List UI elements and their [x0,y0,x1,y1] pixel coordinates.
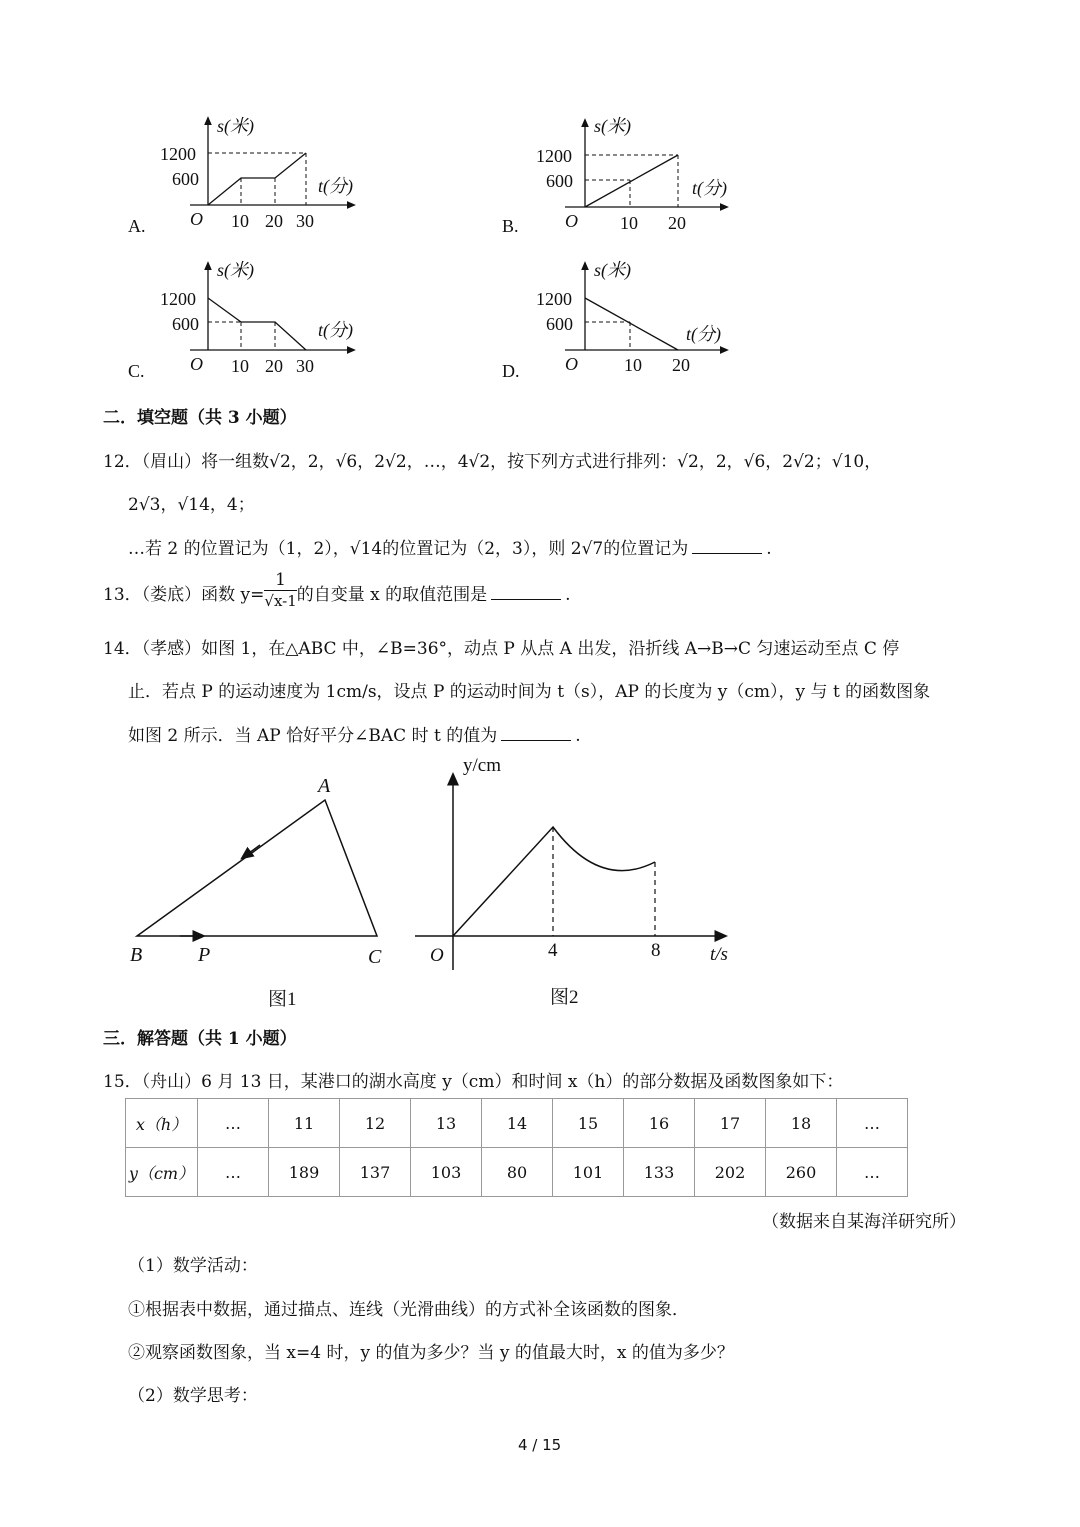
xtick: 4 [548,940,558,961]
xtick: 8 [651,940,661,961]
option-b-label[interactable]: B. [502,216,519,236]
table-row [126,1148,908,1197]
ytick: 1200 [536,289,572,309]
table-cell: 133 [624,1148,695,1197]
ytick: 1200 [160,289,196,309]
origin: O [190,354,203,374]
x-axis-label: t/s [710,944,728,965]
q14-text: 如图 2 所示．当 AP 恰好平分∠BAC 时 t 的值为 [128,726,498,746]
option-d-label[interactable]: D. [502,361,520,381]
xlabel: t(分) [318,320,353,340]
xtick: 20 [265,211,283,231]
xtick: 10 [231,211,249,231]
point-p: P [198,944,211,966]
table-cell: 13 [411,1099,482,1148]
table-cell: … [837,1099,908,1148]
table-cell: 11 [269,1099,340,1148]
xlabel: t(分) [692,178,727,198]
section-heading-solve: 三．解答题（共 1 小题） [103,1029,297,1049]
q14-line1: 14．（孝感）如图 1，在△ABC 中，∠B=36°，动点 P 从点 A 出发，沿折线 A→B→C 匀速运动至点 C 停 [103,639,900,659]
table-cell: 189 [269,1148,340,1197]
triangle-abc [137,800,377,936]
q15-part1a: ①根据表中数据，通过描点、连线（光滑曲线）的方式补全该函数的图象． [128,1300,689,1320]
ytick: 600 [546,314,573,334]
y-axis-label: y/cm [463,755,501,776]
xtick: 10 [620,213,638,233]
q15-intro: 15．（舟山）6 月 13 日，某港口的湖水高度 y（cm）和时间 x（h）的部分数据及函数图象如下： [103,1072,844,1092]
table-cell: 103 [411,1148,482,1197]
data-table [125,1098,908,1197]
q12-line2: 2√3，√14，4； [128,495,255,515]
xtick: 30 [296,356,314,376]
table-cell: 80 [482,1148,553,1197]
ylabel: s(米) [594,260,631,280]
xtick: 10 [624,355,642,375]
section-heading-fill-blank: 二．填空题（共 3 小题） [103,408,297,428]
table-cell: … [198,1148,269,1197]
xtick: 10 [231,356,249,376]
vertex-b: B [130,944,143,966]
ytick: 1200 [536,146,572,166]
ytick: 1200 [160,144,196,164]
xtick: 20 [672,355,690,375]
ytick: 600 [546,171,573,191]
table-cell: 16 [624,1099,695,1148]
period: . [575,726,581,746]
table-cell: 18 [766,1099,837,1148]
option-c-label[interactable]: C. [128,361,145,381]
xtick: 20 [265,356,283,376]
data-source: （数据来自某海洋研究所） [762,1212,966,1232]
q15-part1: （1）数学活动： [128,1256,258,1276]
ylabel: s(米) [217,260,254,280]
table-cell: 17 [695,1099,766,1148]
table-cell: 202 [695,1148,766,1197]
ytick: 600 [172,169,199,189]
origin: O [190,209,203,229]
table-cell: 260 [766,1148,837,1197]
q13-post: 的自变量 x 的取值范围是 [296,585,488,605]
figure1-caption: 图1 [268,989,297,1010]
q14-line2: 止．若点 P 的运动速度为 1cm/s，设点 P 的运动时间为 t（s），AP 的长度为 y（cm），y 与 t 的函数图象 [128,682,931,702]
q15-part2: （2）数学思考： [128,1386,258,1406]
function-graph [415,778,722,970]
vertex-c: C [368,946,382,968]
ytick: 600 [172,314,199,334]
xtick: 30 [296,211,314,231]
ylabel: s(米) [594,116,631,136]
q12-text: …若 2 的位置记为（1，2），√14的位置记为（2，3），则 2√7的位置记为 [128,539,689,559]
origin: O [565,211,578,231]
figure2-caption: 图2 [550,987,579,1008]
origin: O [565,354,578,374]
table-cell: 14 [482,1099,553,1148]
page-number: 4 / 15 [518,1436,562,1454]
row-header: y（cm） [126,1148,198,1197]
table-cell: 101 [553,1148,624,1197]
numerator: 1 [264,570,296,591]
q15-part1b: ②观察函数图象，当 x=4 时，y 的值为多少？当 y 的值最大时，x 的值为多少？ [128,1343,734,1363]
period: . [565,585,571,605]
table-cell: … [198,1099,269,1148]
period: . [766,539,772,559]
row-header: x（h） [126,1099,198,1148]
origin: O [430,945,444,966]
denominator: √x-1 [264,592,297,610]
option-a-label[interactable]: A. [128,216,146,236]
vertex-a: A [318,775,331,797]
table-cell: … [837,1148,908,1197]
table-cell: 137 [340,1148,411,1197]
xlabel: t(分) [686,324,721,344]
table-cell: 12 [340,1099,411,1148]
q12-line1: 12．（眉山）将一组数√2，2，√6，2√2，…，4√2，按下列方式进行排列：√2，2，√6，2√2；√10， [103,452,882,472]
table-cell: 15 [553,1099,624,1148]
xtick: 20 [668,213,686,233]
table-row [126,1099,908,1148]
q13-pre: 13．（娄底）函数 y= [103,585,265,605]
xlabel: t(分) [318,176,353,196]
ylabel: s(米) [217,116,254,136]
